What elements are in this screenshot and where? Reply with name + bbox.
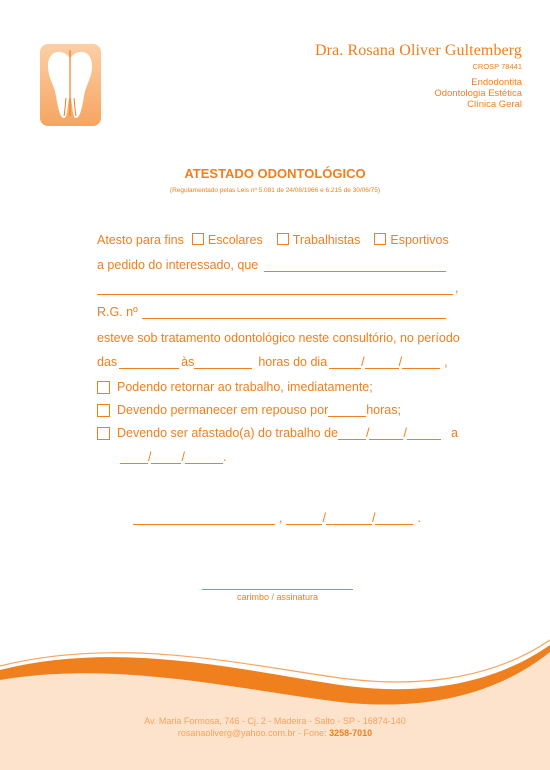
period-text: . <box>417 511 421 525</box>
pedido-label: a pedido do interessado, que <box>97 258 259 272</box>
specialties-list <box>315 77 522 110</box>
requester-line <box>97 258 446 272</box>
rest-hours-field[interactable] <box>328 404 366 417</box>
day-field[interactable] <box>329 356 361 369</box>
checkbox-trabalhistas[interactable] <box>277 233 289 245</box>
slash: / <box>365 426 370 440</box>
date-year-field[interactable] <box>375 512 413 525</box>
requester-continuation-line <box>97 281 458 295</box>
place-date-line <box>133 511 421 525</box>
option-escolares[interactable] <box>192 233 263 247</box>
return-label: Podendo retornar ao trabalho, imediatamente; <box>117 380 373 394</box>
das-label: das <box>97 355 118 369</box>
option-label: Esportivos <box>390 233 449 247</box>
crosp-number: CROSP 78441 <box>472 62 522 71</box>
footer-email: rosanaoliverg@yahoo.com.br - Fone: <box>177 728 330 738</box>
period-line <box>97 355 448 369</box>
footer-phone: 3258-7010 <box>329 728 373 738</box>
footer-contact <box>0 728 550 738</box>
end-time-field[interactable] <box>194 356 252 369</box>
tooth-logo <box>40 44 101 126</box>
signature-field[interactable] <box>202 577 353 590</box>
return-option[interactable] <box>97 380 373 394</box>
checkbox-afastado[interactable] <box>97 427 110 440</box>
treatment-text: esteve sob tratamento odontológico neste consultório, no período <box>97 331 460 345</box>
specialty-item: Endodontita <box>471 77 522 88</box>
horas-do-dia-label: horas do dia <box>258 355 328 369</box>
leave-end-year-field[interactable] <box>185 451 223 464</box>
checkbox-retornar[interactable] <box>97 381 110 394</box>
checkbox-repouso[interactable] <box>97 404 110 417</box>
document-title: ATESTADO ODONTOLÓGICO <box>184 166 366 181</box>
signature-label: carimbo / assinatura <box>236 592 319 602</box>
date-month-field[interactable] <box>326 512 372 525</box>
date-day-field[interactable] <box>286 512 322 525</box>
atesto-label: Atesto para fins <box>97 233 184 247</box>
footer-wave <box>0 630 550 770</box>
slash: / <box>322 511 326 525</box>
month-field[interactable] <box>365 356 399 369</box>
rg-label: R.G. nº <box>97 305 138 319</box>
a-label: a <box>450 426 458 440</box>
leave-start-month-field[interactable] <box>369 427 403 440</box>
slash: / <box>148 450 152 464</box>
as-label: às <box>181 355 195 369</box>
specialty-item: Clínica Geral <box>467 99 522 110</box>
rest-label: Devendo permanecer em repouso por <box>117 403 329 417</box>
checkbox-escolares[interactable] <box>192 233 204 245</box>
requester-continuation-field[interactable] <box>97 282 453 295</box>
checkbox-esportivos[interactable] <box>374 233 386 245</box>
leave-start-year-field[interactable] <box>407 427 441 440</box>
rest-option[interactable] <box>97 403 401 417</box>
option-trabalhistas[interactable] <box>277 233 361 247</box>
horas-label: horas; <box>366 403 401 417</box>
city-field[interactable] <box>133 512 275 525</box>
leave-start-day-field[interactable] <box>338 427 366 440</box>
slash: / <box>181 450 185 464</box>
slash: / <box>398 355 403 369</box>
footer-address: Av. Maria Formosa, 746 - Cj. 2 - Madeira - Salto - SP - 16874-140 <box>144 716 406 726</box>
year-field[interactable] <box>402 356 440 369</box>
option-label: Escolares <box>207 233 263 247</box>
option-esportivos[interactable] <box>374 233 448 247</box>
slash: / <box>371 511 376 525</box>
rg-field[interactable] <box>142 306 446 319</box>
leave-label: Devendo ser afastado(a) do trabalho de <box>117 426 338 440</box>
purpose-line <box>97 233 449 247</box>
start-time-field[interactable] <box>119 356 179 369</box>
requester-name-field[interactable] <box>264 259 446 272</box>
leave-end-month-field[interactable] <box>151 451 181 464</box>
rg-line <box>97 305 446 319</box>
doctor-name: Dra. Rosana Oliver Gultemberg <box>315 42 522 59</box>
signature-line <box>202 577 353 590</box>
header-info <box>315 42 522 110</box>
leave-option[interactable] <box>97 426 458 440</box>
document-subtitle: (Regulamentado pelas Leis nº 5.081 de 24/08/1966 e 6.215 de 30/06/75) <box>169 187 381 194</box>
specialty-item: Odontologia Estética <box>434 88 522 99</box>
period-text: . <box>222 450 227 464</box>
comma-text: , <box>279 511 283 525</box>
treatment-line <box>97 331 460 345</box>
slash: / <box>403 426 407 440</box>
leave-end-day-field[interactable] <box>120 451 148 464</box>
slash: / <box>361 355 365 369</box>
leave-end-line <box>120 450 226 464</box>
comma-text: , <box>444 355 448 369</box>
comma-text: , <box>455 281 459 295</box>
option-label: Trabalhistas <box>292 233 361 247</box>
